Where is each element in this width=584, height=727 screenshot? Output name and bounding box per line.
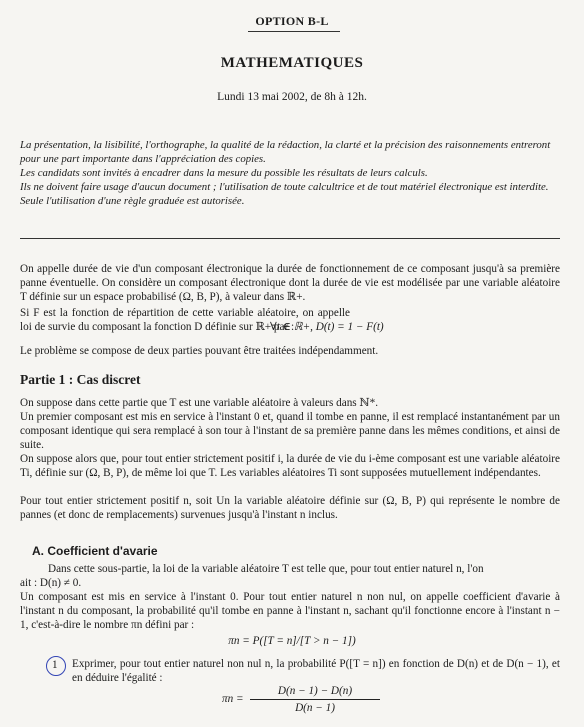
question-number: 1: [52, 659, 58, 671]
instruction-line: Ils ne doivent faire usage d'aucun document ; l'utilisation de toute calcultrice et de tout matériel électronique est interdite.: [20, 181, 549, 193]
part1-heading: Partie 1 : Cas discret: [20, 372, 141, 387]
part1-paragraph: On suppose alors que, pour tout entier strictement positif i, la durée de vie du i-ème composant est une variable aléatoire Ti, définie sur (Ω, B, P), de même loi que T. Les variables aléatoires Ti sont supposées mutuellement indépendantes.: [20, 453, 560, 480]
survival-formula: ∀t ∈ ℝ+, D(t) = 1 − F(t): [270, 321, 384, 333]
intro-survival-definition: Si F est la fonction de répartition de cette variable aléatoire, on appelle loi de survie du composant la fonction D définie sur ℝ+ par :: [20, 307, 350, 334]
intro-paragraph: On appelle durée de vie d'un composant électronique la durée de fonctionnement de ce composant jusqu'à sa première panne éventuelle. On considère un composant électronique dont la durée de vie est modélisée par une variable aléatoire T définie sur un espace probabilisé (Ω, B, P), à valeur dans ℝ+.: [20, 263, 560, 304]
fraction-numerator: D(n − 1) − D(n): [277, 685, 353, 697]
instruction-line: La présentation, la lisibilité, l'orthographe, la qualité de la rédaction, la clarté et la précision des raisonnements entreront pour une part importante dans l'appréciation des copies.: [20, 139, 551, 165]
question-1-text: Exprimer, pour tout entier naturel non nul n, la probabilité P([T = n]) en fonction de D(n) et de D(n − 1), et en déduire l'égalité :: [72, 658, 560, 685]
sectionA-paragraph: Dans cette sous-partie, la loi de la variable aléatoire T est telle que, pour tout entier naturel n, l'on: [48, 563, 484, 575]
option-underline: [248, 31, 340, 32]
part1-paragraph: Pour tout entier strictement positif n, soit Un la variable aléatoire définie sur (Ω, B, P) qui représente le nombre de pannes (et donc de remplacements) survenues jusqu'à l'instant n inclus.: [20, 495, 560, 522]
instruction-line: Seule l'utilisation d'une règle graduée est autorisée.: [20, 195, 245, 207]
subject-title: MATHEMATIQUES: [220, 55, 364, 71]
sectionA-paragraph: Un composant est mis en service à l'instant 0. Pour tout entier naturel n non nul, on appelle coefficient d'avarie à l'instant n du composant, la probabilité qu'il tombe en panne à l'instant n, sachant qu'il fonctionne encore à l'instant n − 1, c'est-à-dire le nombre πn défini par :: [20, 591, 560, 632]
instructions-block: [20, 138, 560, 208]
section-divider: [20, 238, 560, 239]
option-title: OPTION B-L: [255, 14, 329, 28]
instruction-line: Les candidats sont invités à encadrer dans la mesure du possible les résultats de leurs calculs.: [20, 167, 428, 179]
part1-paragraph: On suppose dans cette partie que T est une variable aléatoire à valeurs dans ℕ*.: [20, 397, 379, 409]
exam-date: Lundi 13 mai 2002, de 8h à 12h.: [217, 91, 367, 103]
intro-structure-note: Le problème se compose de deux parties pouvant être traitées indépendamment.: [20, 345, 379, 357]
fraction-denominator: D(n − 1): [295, 702, 335, 715]
fraction-bar: [250, 699, 380, 700]
fraction-lhs: πn =: [222, 693, 244, 705]
fraction: [250, 684, 380, 715]
part1-paragraph: Un premier composant est mis en service à l'instant 0 et, quand il tombe en panne, il est remplacé instantanément par un composant identique qui sera remplacé à son tour à l'instant de sa première panne dans les mêmes conditions, et ainsi de suite.: [20, 411, 560, 452]
avarie-formula: πn = P([T = n]/[T > n − 1]): [228, 635, 356, 647]
sectionA-heading: A. Coefficient d'avarie: [32, 544, 158, 558]
sectionA-condition: ait : D(n) ≠ 0.: [20, 577, 82, 589]
